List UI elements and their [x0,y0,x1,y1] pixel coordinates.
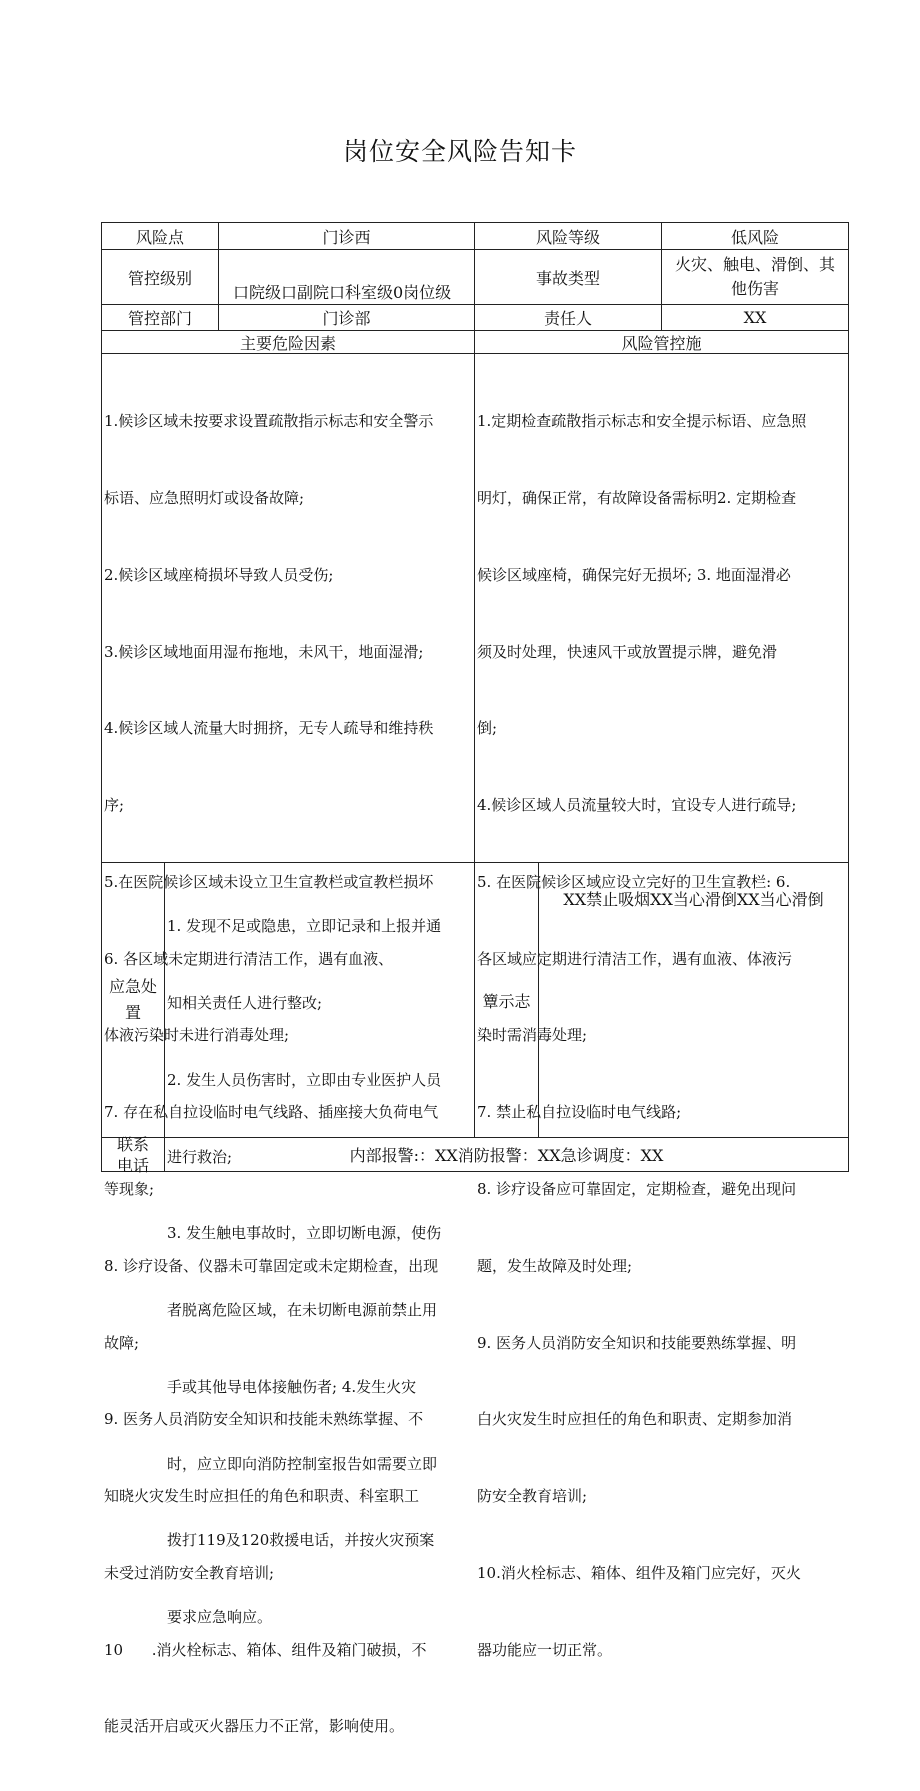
control-line: 器功能应一切正常。 [477,1640,613,1659]
responsible-value: XX [661,304,849,331]
hazard-line: 6. 各区域未定期进行清洁工作，遇有血液、 [104,949,394,968]
hazard-line: 4.候诊区域人流量大时拥挤，无专人疏导和维持秩 [104,719,434,738]
emergency-line: 2. 发生人员伤害时，立即由专业医护人员 [167,1070,442,1089]
hazard-line: 9. 医务人员消防安全知识和技能未熟练掌握、不 [104,1410,424,1429]
control-line: 题，发生故障及时处理; [477,1256,633,1275]
hazard-line: 1.候诊区域未按要求设置疏散指示标志和安全警示 [104,412,434,431]
hazard-line: 8. 诊疗设备、仪器未可靠固定或未定期检查，出现 [104,1256,439,1275]
control-line: 各区域应定期进行清洁工作，遇有血液、体液污 [477,949,793,968]
emergency-line: 者脱离危险区域，在未切断电源前禁止用 [167,1301,438,1320]
hazard-line: 2.候诊区域座椅损坏导致人员受伤; [104,565,334,584]
risk-level-value: 低风险 [661,222,849,250]
hazard-line: 能灵活开启或灭火器压力不正常，影响使用。 [104,1717,405,1736]
control-line: 防安全教育培训; [477,1487,588,1506]
hazard-line: 5.在医院候诊区域未设立卫生宣教栏或宣教栏损坏 [104,872,434,891]
control-line: 8. 诊疗设备应可靠固定，定期检查，避免出现问 [477,1180,797,1198]
page-title: 岗位安全风险告知卡 [342,137,577,166]
control-line: 须及时处理，快速风干或放置提示牌，避免滑 [477,642,778,661]
controls-header: 风险管控施 [474,330,849,354]
accident-type-line1: 火灾、触电、滑倒、其 [674,255,835,274]
risk-point-label: 风险点 [101,222,219,250]
emergency-line: 3. 发生触电事故时，立即切断电源，使伤 [167,1224,442,1243]
contact-label-line1: 联系 [116,1134,149,1154]
emergency-list [167,863,441,1682]
accident-type-line2: 他伤害 [730,279,779,298]
emergency-line: 手或其他导电体接触伤者; 4.发生火灾 [167,1377,417,1396]
control-line: 7. 禁止私自拉设临时电气线路; [477,1103,682,1122]
risk-point-value: 门诊西 [218,222,475,250]
contact-value: 内部报警:：XX消防报警：XX急诊调度：XX [164,1137,849,1172]
accident-type-label: 事故类型 [474,249,662,305]
emergency-label-line2: 置 [124,1003,141,1022]
emergency-line: 时，应立即向消防控制室报告如需要立即 [167,1454,438,1473]
dept-value: 门诊部 [218,304,475,331]
hazard-line: 未受过消防安全教育培训; [104,1563,275,1582]
emergency-line: 拨打119及120救援电话，并按火灾预案 [167,1531,435,1550]
signs-value: XX禁止吸烟XX当心滑倒XX当心滑倒 [563,890,824,909]
hazard-line: 故障; [104,1333,140,1352]
control-level-cell [218,249,475,305]
signs-cell [538,862,849,1138]
control-line: 候诊区域座椅，确保完好无损坏; 3. 地面湿滑必 [477,565,791,584]
hazard-line: 10 .消火栓标志、箱体、组件及箱门破损，不 [104,1640,427,1659]
control-line: 10.消火栓标志、箱体、组件及箱门应完好，灭火 [477,1563,801,1582]
control-line: 明灯，确保正常，有故障设备需标明2. 定期检查 [477,488,797,507]
hazard-line: 3.候诊区域地面用湿布拖地，未风干，地面湿滑; [104,642,424,661]
control-line: 5. 在医院候诊区域应设立完好的卫生宣教栏: 6. [477,872,791,891]
control-line: 倒; [477,719,498,738]
emergency-line: 1. 发现不足或隐患，立即记录和上报并通 [167,917,442,936]
hazard-line: 体液污染时未进行消毒处理; [104,1026,290,1045]
control-line: 9. 医务人员消防安全知识和技能要熟练掌握、明 [477,1333,797,1352]
control-level-label: 管控级别 [101,249,219,305]
emergency-line: 知相关责任人进行整改; [167,993,323,1012]
emergency-line: 进行救治; [167,1147,233,1166]
control-line: 染时需消毒处理; [477,1026,588,1045]
hazard-line: 序; [104,796,125,815]
hazard-line: 等现象; [104,1180,155,1198]
dept-label: 管控部门 [101,304,219,331]
risk-notice-table [101,222,849,1736]
control-line: 白火灾发生时应担任的角色和职责、定期参加消 [477,1410,793,1429]
control-line: 4.候诊区域人员流量较大时，宜设专人进行疏导; [477,796,797,815]
emergency-label-line1: 应急处 [108,977,157,996]
hazard-line: 知晓火灾发生时应担任的角色和职责、科室职工 [104,1487,420,1506]
contact-label-line2: 电话 [116,1155,149,1175]
hazard-line: 标语、应急照明灯或设备故障; [104,488,305,507]
emergency-line: 要求应急响应。 [167,1608,273,1627]
risk-level-label: 风险等级 [474,222,662,250]
hazard-line: 7. 存在私自拉设临时电气线路、插座接大负荷电气 [104,1103,439,1122]
contact-label-cell [101,1134,165,1175]
emergency-label-cell [101,862,165,1138]
accident-type-cell [661,249,849,305]
control-level-value: 口院级口副院口科室级0岗位级 [233,283,452,302]
responsible-label: 责任人 [474,304,662,331]
signs-label: 簟示志 [474,862,539,1138]
control-line: 1.定期检查疏散指示标志和安全提示标语、应急照 [477,412,807,431]
hazards-header: 主要危险因素 [101,330,475,354]
